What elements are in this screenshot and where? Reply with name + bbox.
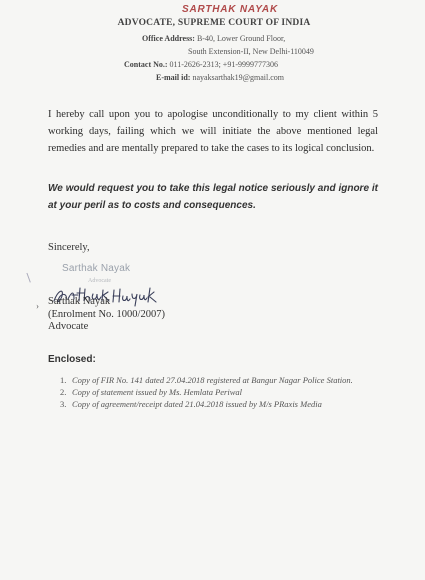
email-value: nayaksarthak19@gmail.com [192, 73, 285, 82]
enrolment-number: (Enrolment No. 1000/2007) [48, 309, 165, 320]
enclosure-number: 2. [60, 387, 67, 397]
enclosure-text: Copy of statement issued by Ms. Hemlata Periwal [72, 387, 242, 397]
letterhead-title: ADVOCATE, SUPREME COURT OF INDIA [117, 18, 311, 28]
signatory-designation: Advocate [48, 321, 89, 332]
margin-arrow-mark: › [36, 301, 39, 311]
stamp-subtitle: Advocate [88, 278, 111, 284]
enclosure-text: Copy of FIR No. 141 dated 27.04.2018 registered at Bangur Nagar Police Station. [72, 375, 353, 385]
enclosures-heading: Enclosed: [48, 354, 96, 365]
warning-paragraph: We would request you to take this legal notice seriously and ignore it at your peril as to costs and consequences. [48, 183, 378, 211]
enclosure-number: 3. [60, 399, 67, 409]
enclosure-item [60, 387, 380, 397]
contact-label: Contact No.: [124, 60, 168, 69]
email [156, 73, 284, 82]
office-address [142, 34, 285, 43]
signatory-name: Sarthak Nayak [48, 296, 111, 307]
office-address-line2: South Extension-II, New Delhi-110049 [188, 47, 314, 56]
salutation: Sincerely, [48, 242, 90, 253]
enclosure-item [60, 375, 380, 385]
letterhead-name: SARTHAK NAYAK [182, 4, 278, 15]
enclosure-number: 1. [60, 375, 67, 385]
notice-paragraph: I hereby call upon you to apologise unconditionally to my client within 5 working days, failing which we will initiate the above mentioned legal remedies and are mentally prepared to take the cases to its logical conclusion. [48, 109, 378, 154]
contact-number [124, 60, 278, 69]
enclosure-item [60, 399, 380, 409]
contact-value: 011-2626-2313; +91-9999777306 [169, 60, 278, 69]
office-address-label: Office Address: [142, 34, 195, 43]
email-label: E-mail id: [156, 73, 191, 82]
enclosures-list [60, 375, 380, 411]
stamp-name: Sarthak Nayak [62, 263, 131, 274]
enclosure-text: Copy of agreement/receipt dated 21.04.2018 issued by M/s PRaxis Media [72, 399, 322, 409]
margin-mark [26, 271, 34, 282]
office-address-line1: B-40, Lower Ground Floor, [196, 34, 286, 43]
